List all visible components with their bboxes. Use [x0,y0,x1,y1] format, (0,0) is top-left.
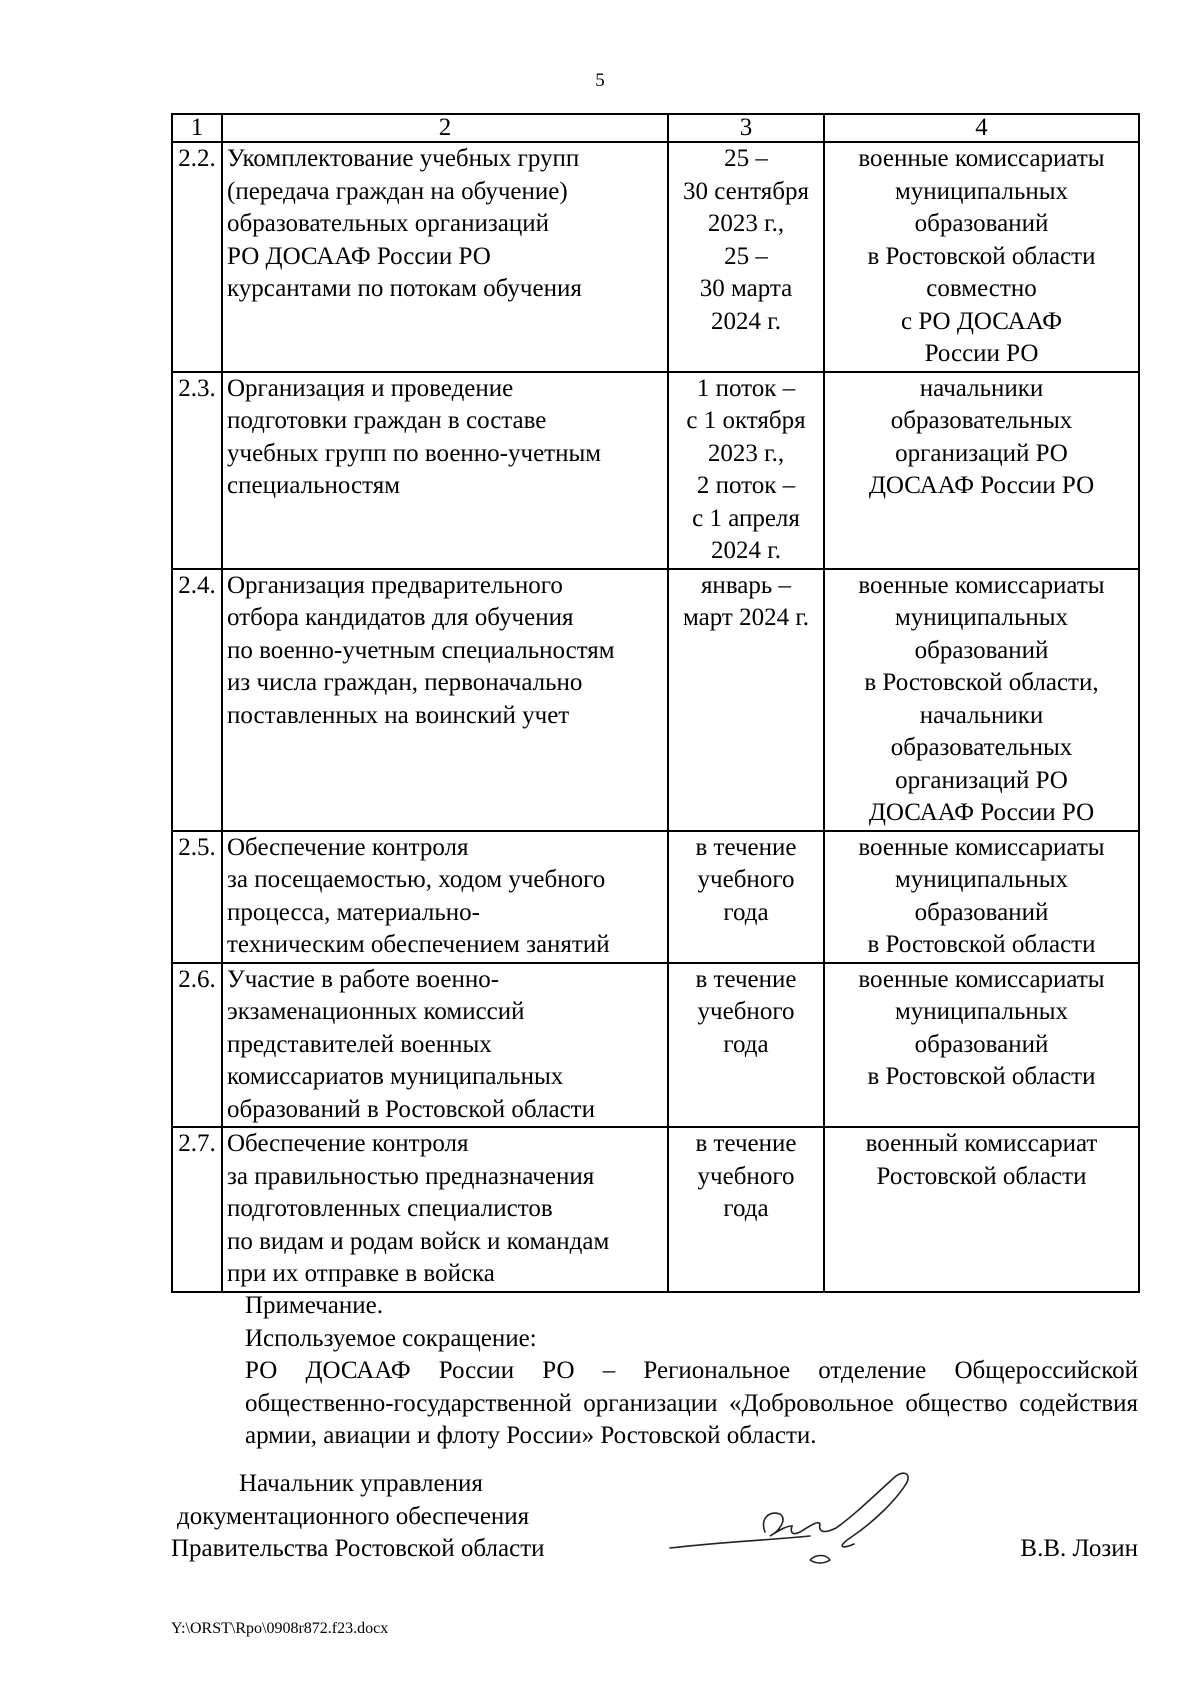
responsible-cell-line: в Ростовской области, [864,669,1099,696]
row-number: 2.2. [172,142,222,372]
term-cell-line: в течение [695,1130,797,1157]
responsible-cell-line: муниципальных [894,604,1069,631]
header-col-2: 2 [222,114,668,142]
responsible-cell-line: муниципальных [894,866,1069,893]
responsible-cell-line: организаций РО [895,766,1068,794]
responsible-cell-line: образований [914,1030,1049,1058]
responsible-cell [824,142,1139,372]
term-cell-line: учебного [697,1162,795,1190]
row-number: 2.5. [172,831,222,963]
responsible-cell-line: военные комиссариаты [858,145,1105,172]
responsible-cell-line: образований [914,210,1049,237]
responsible-cell-line: муниципальных [894,998,1069,1025]
task-cell-line: из числа граждан, первоначально [227,669,583,696]
responsible-cell [824,1127,1139,1292]
responsible-cell-line: Ростовской области [876,1162,1087,1190]
responsible-cell-line: ДОСААФ России РО [868,799,1095,826]
task-cell-line: специальностям [227,472,401,499]
header-col-1: 1 [172,114,222,142]
row-number: 2.7. [172,1127,222,1292]
term-cell [668,963,824,1128]
term-cell-line: учебного [697,998,795,1025]
task-cell-line: Участие в работе военно- [227,965,500,993]
task-cell-line: курсантами по потокам обучения [227,275,582,302]
signatory-name: В.В. Лозин [1020,1535,1138,1562]
term-cell-line: 2024 г. [711,307,781,335]
task-cell-line: Укомплектование учебных групп [227,145,580,172]
task-cell-line: подготовки граждан в составе [227,407,547,434]
table-row [172,1127,1139,1292]
table-row [172,831,1139,963]
term-cell-line: 30 марта [699,275,793,302]
task-cell-line: образований в Ростовской области [227,1095,595,1123]
task-cell [222,963,668,1128]
responsible-cell-line: муниципальных [894,177,1069,205]
file-path: Y:\ORST\Rpo\0908r872.f23.docx [171,1620,389,1637]
term-cell [668,142,824,372]
term-cell-line: с 1 апреля [692,504,800,532]
responsible-cell-line: совместно [926,275,1037,302]
responsible-cell-line: образовательных [890,407,1073,434]
table-body [172,142,1139,1292]
responsible-cell-line: образовательных [890,734,1073,761]
responsible-cell-line: образований [914,636,1049,664]
table-row [172,569,1139,831]
term-cell-line: с 1 октября [686,407,806,434]
task-cell-line: по военно-учетным специальностям [227,636,615,664]
task-cell-line: комиссариатов муниципальных [227,1063,564,1090]
table-row [172,963,1139,1128]
term-cell-line: года [723,1030,769,1058]
term-cell-line: 2024 г. [711,537,781,564]
responsible-cell-line: военные комиссариаты [858,833,1105,861]
responsible-cell-line: в Ростовской области [867,931,1096,958]
note-text: РО ДОСААФ России РО – Региональное отделение Общероссийской общественно-государственной организации «Добровольное общество содействия армии, авиации и флоту России» Ростовской области. [245,1357,1138,1449]
task-cell-line: при их отправке в войска [227,1260,495,1287]
term-cell [668,831,824,963]
row-number: 2.6. [172,963,222,1128]
term-cell [668,372,824,569]
responsible-cell-line: с РО ДОСААФ [901,307,1062,335]
term-cell-line: 2 поток – [696,472,796,499]
task-cell-line: подготовленных специалистов [227,1195,553,1222]
task-cell-line: за правильностью предназначения [227,1162,595,1190]
responsible-cell [824,963,1139,1128]
responsible-cell-line: организаций РО [895,439,1068,467]
responsible-cell-line: образований [914,898,1049,926]
responsible-cell [824,831,1139,963]
task-cell-line: представителей военных [227,1030,492,1058]
task-cell-line: образовательных организаций [227,210,550,237]
responsible-cell-line: в Ростовской области [867,242,1096,270]
task-cell-line: поставленных на воинский учет [227,701,570,729]
header-col-4: 4 [824,114,1139,142]
term-cell-line: 25 – [724,145,768,172]
note-block [171,1290,1138,1453]
handwritten-signature [660,1470,950,1580]
plan-table [171,113,1140,1293]
position-line-3: Правительства Ростовской области [171,1535,545,1562]
term-cell [668,1127,824,1292]
position-line-2: документационного обеспечения [177,1502,530,1530]
header-col-3: 3 [668,114,824,142]
responsible-cell-line: в Ростовской области [867,1063,1096,1090]
task-cell-line: учебных групп по военно-учетным [227,439,602,467]
term-cell-line: в течение [695,833,797,861]
task-cell [222,569,668,831]
responsible-cell [824,569,1139,831]
term-cell [668,569,824,831]
term-cell-line: года [723,1195,769,1222]
term-cell-line: учебного [697,866,795,893]
page-number: 5 [595,70,605,91]
term-cell-line: 1 поток – [696,374,796,402]
responsible-cell [824,372,1139,569]
responsible-cell-line: начальники [919,701,1044,729]
task-cell-line: экзаменационных комиссий [227,998,525,1025]
task-cell-line: Организация предварительного [227,571,563,599]
signatory-position [171,1468,611,1566]
responsible-cell-line: военные комиссариаты [858,571,1105,599]
task-cell-line: Организация и проведение [227,374,514,402]
row-number: 2.3. [172,372,222,569]
term-cell-line: 2023 г., [707,439,785,467]
term-cell-line: 25 – [724,242,768,270]
responsible-cell-line: военный комиссариат [865,1130,1098,1157]
task-cell-line: техническим обеспечением занятий [227,931,610,958]
term-cell-line: 30 сентября [683,177,809,205]
position-line-1: Начальник управления [239,1470,483,1497]
task-cell-line: РО ДОСААФ России РО [227,242,491,270]
task-cell [222,831,668,963]
term-cell-line: март 2024 г. [682,604,810,631]
term-cell-line: январь – [700,571,792,599]
note-title: Примечание. [245,1292,384,1319]
row-number: 2.4. [172,569,222,831]
table-row [172,142,1139,372]
task-cell-line: Обеспечение контроля [227,1130,469,1157]
term-cell-line: года [723,898,769,926]
table-header-row [172,114,1139,142]
responsible-cell-line: ДОСААФ России РО [868,472,1095,499]
term-cell-line: в течение [695,965,797,993]
responsible-cell-line: военные комиссариаты [858,965,1105,993]
task-cell-line: отбора кандидатов для обучения [227,604,574,631]
task-cell [222,372,668,569]
task-cell [222,142,668,372]
task-cell-line: процесса, материально- [227,898,480,926]
task-cell-line: за посещаемостью, ходом учебного [227,866,606,893]
term-cell-line: 2023 г., [707,210,785,237]
table-row [172,372,1139,569]
responsible-cell-line: начальники [919,374,1044,402]
task-cell-line: Обеспечение контроля [227,833,469,861]
responsible-cell-line: России РО [924,340,1039,367]
note-subtitle: Используемое сокращение: [245,1324,537,1352]
task-cell [222,1127,668,1292]
task-cell-line: (передача граждан на обучение) [227,177,568,205]
task-cell-line: по видам и родам войск и командам [227,1227,610,1255]
